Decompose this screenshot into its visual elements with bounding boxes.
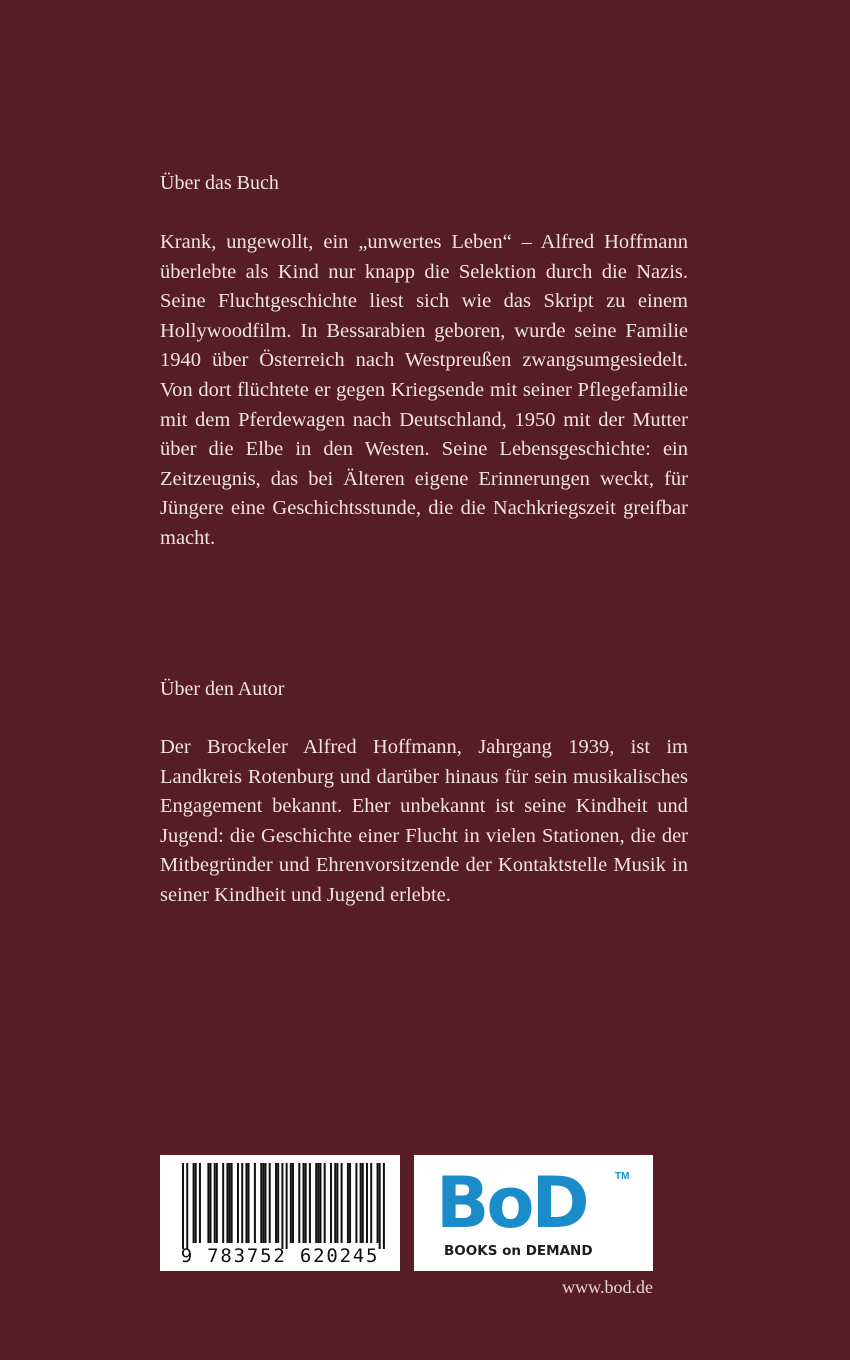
barcode-bar [330,1163,332,1243]
barcode-bar [379,1163,381,1249]
trademark-symbol: TM [615,1171,630,1182]
publisher-logo [414,1155,653,1271]
barcode-bar [216,1163,218,1243]
barcode-bar [281,1163,283,1249]
barcode-bar [324,1163,326,1243]
barcode-bar [309,1163,311,1243]
barcode-bar [383,1163,385,1249]
publisher-website[interactable]: www.bod.de [562,1277,653,1297]
barcode-bar [349,1163,351,1243]
barcode-bar [277,1163,279,1243]
barcode-bar [195,1163,197,1243]
author-section-heading: Über den Autor [160,678,285,700]
barcode-bar [199,1163,201,1243]
publisher-tagline: BOOKS on DEMAND [444,1243,593,1259]
barcode-bar [214,1163,216,1243]
barcode-bar [315,1163,317,1243]
barcode-bar [319,1163,321,1243]
barcode-bar [245,1163,247,1243]
barcode-bar [209,1163,211,1243]
barcode-bar [229,1163,231,1243]
barcode-bar [360,1163,362,1243]
barcode-bar [286,1163,288,1249]
barcode-bar [260,1163,262,1243]
barcode-bar [207,1163,209,1243]
barcode-bar [292,1163,294,1243]
barcode-bar [303,1163,305,1243]
barcode-bar [290,1163,292,1243]
barcode-bar [341,1163,343,1243]
barcode-bar [262,1163,264,1243]
book-description: Krank, ungewollt, ein „unwertes Leben“ – Alfred Hoffmann überlebte als Kind nur knapp die Selektion durch die Nazis. Seine Fluchtgeschichte liest sich wie das Skript zu einem Hollywoodfilm. In Bessarabien geboren, wurde seine Familie 1940 über Österreich nach Westpreußen zwangsumgesiedelt. Von dort flüchtete er gegen Kriegsende mit seiner Pflegefamilie mit dem Pferdewagen nach Deutschland, 1950 mit der Mutter über die Elbe in den Westen. Seine Lebensgeschichte: ein Zeitzeugnis, das bei Älteren eigene Erinnerungen weckt, für Jüngere eine Geschichtsstunde, die die Nachkriegszeit greifbar macht. [160,231,688,549]
barcode-bar [317,1163,319,1243]
isbn-number: 9 783752 620245 [180,1245,380,1267]
barcode-bar [377,1163,379,1243]
book-section-heading: Über das Buch [160,172,279,194]
barcode-bar [237,1163,239,1243]
barcode-bar [186,1163,188,1249]
barcode-bar [269,1163,271,1243]
barcode-bar [275,1163,277,1243]
barcode-bar [193,1163,195,1243]
barcode-bar [254,1163,256,1243]
barcode-bar [241,1163,243,1243]
isbn-barcode [160,1155,400,1271]
barcode-bar [298,1163,300,1243]
barcode-bar [226,1163,228,1243]
barcode-bar [347,1163,349,1243]
barcode-bar [370,1163,372,1243]
barcode-bars [160,1155,400,1250]
barcode-bar [182,1163,184,1249]
barcode-bar [264,1163,266,1243]
barcode-bar [305,1163,307,1243]
barcode-bar [222,1163,224,1243]
barcode-bar [355,1163,357,1243]
bod-logo-mark: BoD [436,1162,587,1244]
author-biography: Der Brockeler Alfred Hoffmann, Jahrgang 1939, ist im Landkreis Rotenburg und darüber hinaus für sein musikalisches Engagement bekannt. Eher unbekannt ist seine Kindheit und Jugend: die Geschichte einer Flucht in vielen Stationen, die der Mitbegründer und Ehrenvorsitzende der Kontaktstelle Musik in seiner Kindheit und Jugend erlebte. [160,736,688,906]
barcode-bar [248,1163,250,1243]
barcode-bar [366,1163,368,1243]
barcode-bar [334,1163,336,1243]
barcode-bar [231,1163,233,1243]
barcode-bar [362,1163,364,1243]
barcode-bar [336,1163,338,1243]
